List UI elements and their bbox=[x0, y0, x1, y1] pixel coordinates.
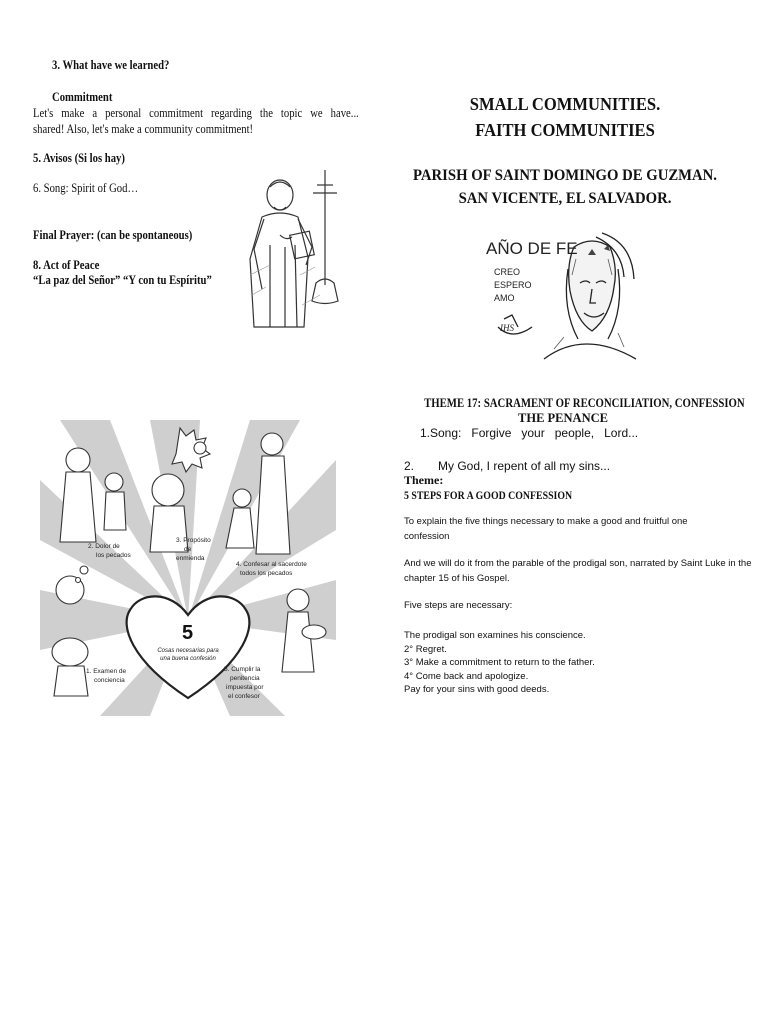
saint-dominic-illustration bbox=[240, 155, 346, 337]
item-2-number: 2. bbox=[404, 459, 415, 473]
peace-phrase: “La paz del Señor” “Y con tu Espíritu” bbox=[33, 272, 212, 287]
step-3-label-a: 3. Propósito bbox=[176, 537, 211, 544]
explain-line-2: confession bbox=[404, 531, 450, 542]
step-5-label-b: penitencia bbox=[230, 675, 260, 682]
step-3-label-b: de bbox=[184, 546, 192, 553]
step-item: Pay for your sins with good deeds. bbox=[404, 684, 550, 695]
act-of-peace-heading: 8. Act of Peace bbox=[33, 257, 100, 272]
center-number: 5 bbox=[182, 622, 194, 644]
five-steps-intro: Five steps are necessary: bbox=[404, 600, 513, 611]
step-1-label-a: 1. Examen de bbox=[86, 668, 127, 675]
step-item: 3° Make a commitment to return to the father. bbox=[404, 657, 595, 668]
explain-line-1: To explain the five things necessary to make a good and fruitful one bbox=[404, 516, 688, 527]
step-5-label-a: 5. Cumplir la bbox=[224, 666, 261, 673]
song-1: 1.Song: Forgive your people, Lord... bbox=[420, 426, 639, 440]
center-caption-1: Cosas necesarias para bbox=[157, 648, 219, 654]
step-item: 2° Regret. bbox=[404, 643, 447, 655]
step-5-label-d: el confesor bbox=[228, 693, 260, 700]
commitment-heading: Commitment bbox=[52, 89, 113, 104]
commitment-text-line1: Let's make a personal commitment regarding the topic we have... bbox=[33, 105, 359, 120]
title-line-1: SMALL COMMUNITIES. bbox=[469, 94, 661, 114]
item-2-text: My God, I repent of all my sins... bbox=[438, 459, 611, 473]
section-3-heading: 3. What have we learned? bbox=[52, 57, 170, 72]
step-item: The prodigal son examines his conscience. bbox=[404, 630, 586, 641]
steps-list bbox=[404, 629, 595, 697]
title-line-2: FAITH COMMUNITIES bbox=[475, 120, 655, 140]
theme-heading-line1 bbox=[398, 396, 745, 411]
ano-de-fe-logo bbox=[484, 229, 636, 363]
step-item: 4° Come back and apologize. bbox=[404, 670, 529, 682]
theme-heading-text-1: THEME 17: SACRAMENT OF RECONCILIATION, CONFESSION bbox=[424, 396, 745, 410]
song-6: 6. Song: Spirit of God… bbox=[33, 180, 139, 195]
theme-heading-line2: THE PENANCE bbox=[518, 411, 608, 425]
logo-word-amo: AMO bbox=[494, 293, 515, 303]
five-steps-illustration bbox=[40, 420, 336, 716]
step-4-label-a: 4. Confesar al sacerdote bbox=[236, 561, 307, 568]
parable-line-1: And we will do it from the parable of the prodigal son, narrated by Saint Luke in the bbox=[404, 558, 752, 569]
parish-line-2: SAN VICENTE, EL SALVADOR. bbox=[458, 190, 672, 207]
step-5-label-c: impuesta por bbox=[226, 684, 264, 691]
center-caption-2: una buena confesión bbox=[160, 656, 216, 662]
logo-title: AÑO DE FE bbox=[486, 239, 578, 258]
step-1-label-b: conciencia bbox=[94, 677, 125, 684]
avisos-heading: 5. Avisos (Si los hay) bbox=[33, 150, 125, 165]
step-4-label-b: todos los pecados bbox=[240, 570, 293, 577]
step-2-label-a: 2. Dolor de bbox=[88, 543, 120, 550]
logo-ihs: IHS bbox=[500, 323, 514, 333]
parable-line-2: chapter 15 of his Gospel. bbox=[404, 573, 510, 584]
step-2-label-b: los pecados bbox=[96, 552, 131, 559]
parish-line-1: PARISH OF SAINT DOMINGO DE GUZMAN. bbox=[413, 167, 717, 184]
commitment-text-line2: shared! Also, let's make a community commitment! bbox=[33, 121, 254, 136]
steps-heading: 5 STEPS FOR A GOOD CONFESSION bbox=[404, 488, 573, 502]
theme-label: Theme: bbox=[404, 473, 444, 487]
step-3-label-c: enmienda bbox=[176, 555, 205, 562]
logo-word-creo: CREO bbox=[494, 267, 521, 277]
logo-word-espero: ESPERO bbox=[494, 280, 532, 290]
final-prayer-heading: Final Prayer: (can be spontaneous) bbox=[33, 227, 193, 242]
